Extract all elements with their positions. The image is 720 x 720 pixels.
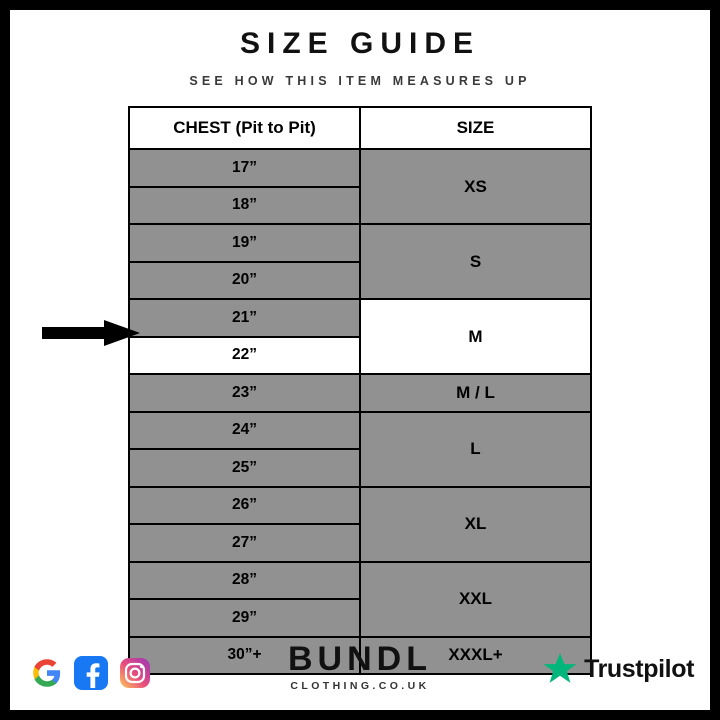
measurement-cell: 24” (129, 412, 360, 450)
size-cell: M / L (360, 374, 591, 412)
table-row (129, 224, 591, 262)
measurement-cell: 19” (129, 224, 360, 262)
column-header-chest: CHEST (Pit to Pit) (129, 107, 360, 149)
table-row (129, 149, 591, 187)
footer (10, 628, 710, 698)
table-row (129, 487, 591, 525)
size-cell: XS (360, 149, 591, 224)
table-header-row (129, 107, 591, 149)
size-cell: XXXL+ (360, 637, 591, 675)
size-cell-selected: M (360, 299, 591, 374)
size-cell: L (360, 412, 591, 487)
size-guide-card (10, 10, 710, 710)
social-links (30, 656, 152, 690)
table-row (129, 299, 591, 337)
measurement-cell: 30”+ (129, 637, 360, 675)
measurement-cell: 25” (129, 449, 360, 487)
size-table-head (129, 107, 591, 149)
trustpilot-star-icon (543, 652, 577, 686)
facebook-icon[interactable] (74, 656, 108, 690)
measurement-cell: 17” (129, 149, 360, 187)
google-icon[interactable] (30, 656, 64, 690)
trustpilot-label: Trustpilot (584, 654, 694, 683)
table-row (129, 412, 591, 450)
instagram-icon[interactable] (118, 656, 152, 690)
page-title: SIZE GUIDE (239, 27, 481, 60)
size-table-wrapper (128, 106, 592, 675)
measurement-cell: 23” (129, 374, 360, 412)
page-subtitle: SEE HOW THIS ITEM MEASURES UP (189, 74, 531, 88)
measurement-cell: 27” (129, 524, 360, 562)
brand-name: BUNDL (288, 640, 432, 679)
arrow-pointer-icon (42, 320, 140, 346)
size-cell: XL (360, 487, 591, 562)
size-table (128, 106, 592, 675)
column-header-size: SIZE (360, 107, 591, 149)
brand-logo (288, 642, 432, 692)
size-table-body (129, 149, 591, 674)
brand-domain: CLOTHING.CO.UK (290, 680, 430, 692)
measurement-cell: 28” (129, 562, 360, 600)
table-row (129, 562, 591, 600)
measurement-cell: 29” (129, 599, 360, 637)
measurement-cell: 20” (129, 262, 360, 300)
size-cell: S (360, 224, 591, 299)
measurement-cell: 21” (129, 299, 360, 337)
measurement-cell: 18” (129, 187, 360, 225)
table-row (129, 374, 591, 412)
measurement-cell-selected: 22” (129, 337, 360, 375)
trustpilot-badge[interactable] (543, 652, 694, 686)
size-cell: XXL (360, 562, 591, 637)
measurement-cell: 26” (129, 487, 360, 525)
